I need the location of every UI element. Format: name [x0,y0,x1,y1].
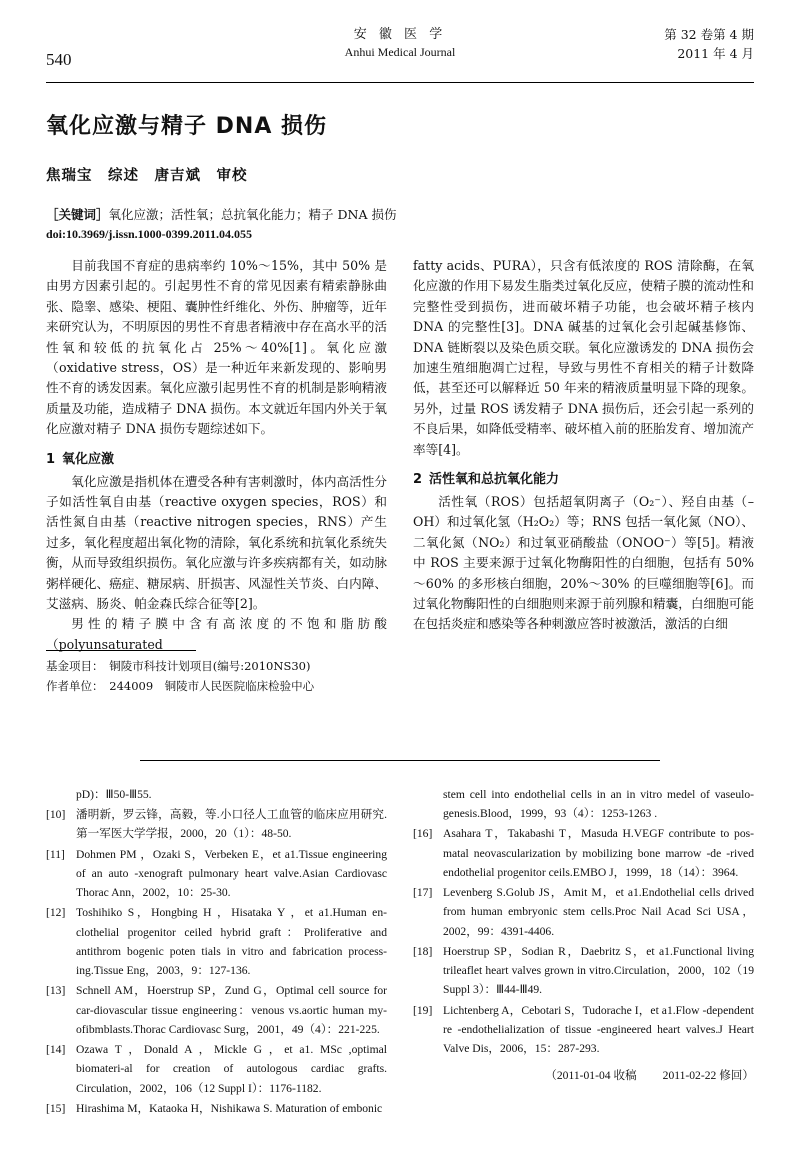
received-date: （2011-01-04 收稿 [545,1069,637,1083]
reference-text: Hirashima M，Kataoka H，Nishikawa S. Maturation of embonic [76,1101,383,1115]
journal-title-en: Anhui Medical Journal [344,44,456,59]
reference-text: Lichtenberg A，Cebotari S，Tudorache I，et a1.Flow -dependent re -endothelialization of tissue -engineered heart valves.J Heart Valve Dis，2006，15：287-293. [443,1003,754,1056]
reference-number: [10] [46,808,66,822]
section-number-2: 2 [413,471,423,487]
paragraph-sec1-1: 氧化应激是指机体在遭受各种有害刺激时，体内高活性分子如活性氧自由基（reactive oxygen species，ROS）和活性氮自由基（reactive nitrogen species，RNS）产生过多，氧化程度超出氧化物的清除，氧化系统和抗氧化系统失衡，从而导致组织损伤。氧化应激与许多疾病都有关，如动脉粥样硬化、癌症、糖尿病、肝损害、风湿性关节炎、白内障、艾滋病、肠炎、帕金森氏综合征等[2]。 [46,473,387,611]
reference-number: [15] [46,1101,66,1115]
paragraph-sec1-2: 男性的精子膜中含有高浓度的不饱和脂肪酸（polyunsaturated [46,616,387,652]
reference-item [46,1099,387,1118]
header-divider [46,82,754,83]
references-column-left [46,785,387,1119]
reference-item [46,903,387,980]
body-column-left [46,256,387,655]
reference-item [46,1040,387,1098]
reference-item [46,845,387,903]
paragraph-intro: 目前我国不育症的患病率约 10%～15%，其中 50% 是由男方因素引起的。引起男性不育的常见因素有精索静脉曲张、隐睾、感染、梗阻、囊肿性纤维化、外伤、肿瘤等，近年来研究认为，不明原因的男性不育患者精液中存在高水平的活性氧和较低的抗氧化占 25%～40%[1]。氧化应激（oxidative stress，OS）是一种近年来新发现的、影响男性不育的诱发因素。氧化应激引起男性不育的机制是影响精液质量及功能，造成精子 DNA 损伤。本文就近年国内外关于氧化应激对精子 DNA 损伤专题综述如下。 [46,258,387,437]
reference-item [413,883,754,941]
reference-text: pD)：Ⅲ50-Ⅲ55. [76,788,152,801]
reference-text: stem cell into endothelial cells in an in vitro medel of vaseulo-genesis.Blood，1999，93（4）：1253-1263 . [443,788,754,821]
reference-number [46,785,76,804]
reference-text: Ozawa T ，Donald A ，Mickle G ，et a1. MSc ,optimal biomateri-al for creation of autologous cardiac grafts. Circulation，2002，106（12 Suppl I）：1176-1182. [76,1043,387,1095]
doi-line: doi:10.3969/j.issn.1000-0399.2011.04.055 [46,227,253,241]
reference-text: Levenberg S.Golub JS，Amit M，et a1.Endothelial cells drived from human embryonic stem cells.Proc Nail Acad Sci USA，2002，99：4391-4406. [443,886,754,938]
reference-item [413,824,754,882]
footnote-fund: 基金项目： 铜陵市科技计划项目(编号:2010NS30) [46,659,311,673]
reference-number: [13] [46,984,66,998]
reference-item [46,981,387,1039]
received-dates [413,1066,754,1085]
reference-text: Toshihiko S，Hongbing H ，Hisataka Y ，et a1.Human en-clothelial progenitor ceiled hybrid graft：Proliferative and antithrom bogenic poten tials in vitro and fabrication process-ing.Tissue Eng，2003，9：127-136. [76,906,387,978]
keywords-line [46,205,754,225]
running-head [46,26,754,80]
volume-issue: 第 32 卷第 4 期 [664,27,754,42]
reference-number: [12] [46,906,66,920]
keywords-value: 氧化应激；活性氧；总抗氧化能力；精子 DNA 损伤 [108,207,397,222]
reference-number: [11] [46,847,65,861]
footnote-affiliation: 作者单位： 244009 铜陵市人民医院临床检验中心 [46,678,315,693]
reference-text: Hoerstrup SP，Sodian R，Daebritz S，et a1.Functional living trileaflet heart valves grown in vitro.Circulation，2000，102（19 Suppl 3）：Ⅲ44-Ⅲ49. [443,944,754,997]
reference-text: 潘明新，罗云锋，高毅，等.小口径人工血管的临床应用研究.第一军医大学学报，2000，20（1）：48-50. [76,808,387,841]
reference-item [46,805,387,843]
body-columns [46,256,754,655]
page-number: 540 [46,50,72,69]
section-title-2: 活性氧和总抗氧化能力 [429,471,560,487]
section-number-1: 1 [46,451,56,467]
reference-item [46,785,387,804]
keywords-label: ［关键词］ [46,207,109,222]
reference-number [413,785,443,823]
body-column-right [413,256,754,655]
reference-number: [14] [46,1043,66,1057]
reference-number: [17] [413,886,433,900]
references-divider [140,760,660,761]
reference-text: Asahara T，Takabashi T，Masuda H.VEGF contribute to pos-matal neovascularization by mobilizing bone marrow -de -rived endothelial progenitor ceils.EMBO J，1999，18（14）：3964. [443,827,754,879]
footnote-block [46,650,387,696]
reference-number: [16] [413,827,433,841]
section-heading-1 [46,449,387,470]
journal-title-cn: 安 徽 医 学 [353,27,447,42]
reference-number: [19] [413,1003,433,1017]
paragraph-sec2-1: 活性氧（ROS）包括超氧阴离子（O₂⁻）、羟自由基（–OH）和过氧化氢（H₂O₂）等；RNS 包括一氧化氮（NO）、二氧化氮（NO₂）和过氧亚硝酸盐（ONOO⁻）等[5]。精液中 ROS 主要来源于过氧化物酶阳性的白细胞，包括有 50%～60% 的多形核白细胞，20%～30% 的巨噬细胞等[6]。而过氧化物酶阳性的白细胞则来源于前列腺和精囊，白细胞可能在包括炎症和感染等各种刺激应答时被激活，激活的白细 [413,493,754,632]
issue-date: 2011 年 4 月 [677,45,754,61]
paragraph-col2-1: fatty acids、PURA），只含有低浓度的 ROS 清除酶，在氧化应激的作用下易发生脂类过氧化反应，使精子膜的流动性和完整性受到损伤，进而破坏精子功能，也会破坏精子核内 DNA 的完整性[3]。DNA 碱基的过氧化会引起碱基修饰、DNA 链断裂以及染色质交联。氧化应激诱发的 DNA 损伤会加速生殖细胞凋亡过程，导致与男性不育相关的精子计数降低，甚至还可以解释近 50 年来的精液质量明显下降的现象。另外，过量 ROS 诱发精子 DNA 损伤后，还会引起一系列的不良后果，如降低受精率、破坏植入前的胚胎发育、增加流产率等[4]。 [413,258,754,457]
article-authors: 焦瑞宝 综述 唐吉斌 审校 [46,168,248,184]
footnote-divider [46,650,196,651]
section-heading-2 [413,469,754,490]
reference-item [413,785,754,823]
reference-text: Schnell AM，Hoerstrup SP，Zund G，Optimal cell source for car-diovascular tissue engineering：venous vs.aortic human my-ofibmblasts.Thorac Cardiovasc Surg，2001，49（4）：221-225. [76,984,387,1036]
reference-number: [18] [413,944,433,958]
revised-date: 2011-02-22 修回） [662,1069,754,1083]
reference-item [413,1001,754,1059]
references-column-right [413,785,754,1119]
reference-text: Dohmen PM ，Ozaki S，Verbeken E，et a1.Tissue engineering of an auto -xenograft pulmonary heart valve.Asian Cardiovasc Thorac Ann，2002，10：25-30. [76,847,387,900]
article-title: 氧化应激与精子 DNA 损伤 [46,114,328,139]
issue-info [664,26,754,64]
reference-item [413,942,754,1000]
references-block [46,785,754,1119]
journal-title-block [46,26,754,60]
section-title-1: 氧化应激 [62,451,115,467]
